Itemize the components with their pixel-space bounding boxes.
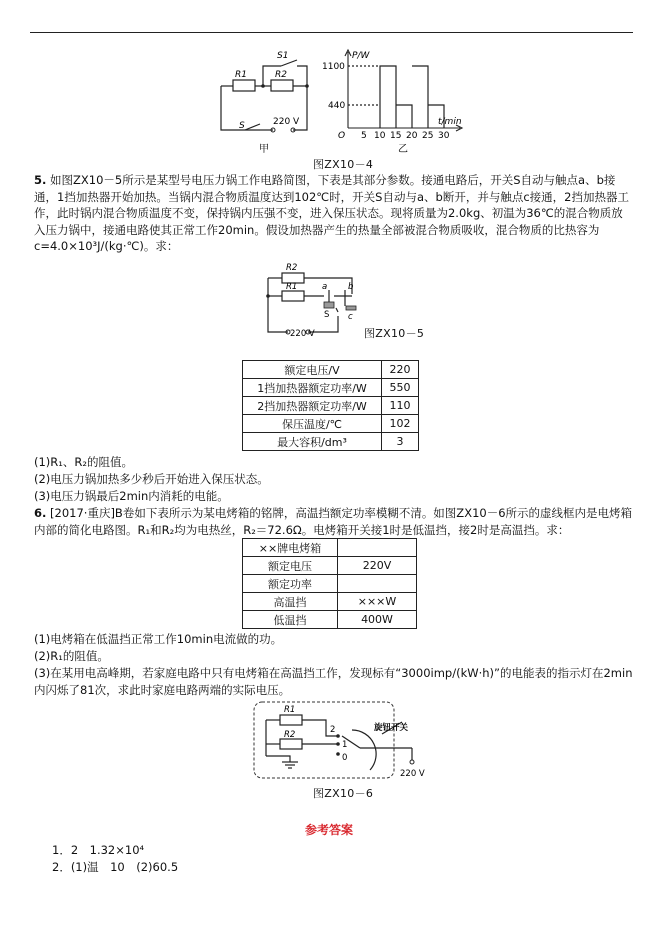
graph-ylabel: P/W bbox=[352, 51, 370, 61]
graph-xtick-20: 20 bbox=[406, 131, 418, 141]
q6-sub-2: (2)R₁的阻值。 bbox=[34, 649, 109, 663]
table-row bbox=[243, 397, 419, 415]
nameplate-value: ×××W bbox=[338, 593, 417, 611]
table-row bbox=[243, 379, 419, 397]
table-row bbox=[243, 575, 417, 593]
answers-title: 参考答案 bbox=[305, 823, 354, 837]
step-1100-b bbox=[380, 66, 396, 128]
q6-sub-1: (1)电烤箱在低温挡正常工作10min电流做的功。 bbox=[34, 632, 283, 646]
label-r1: R1 bbox=[235, 70, 247, 80]
table-row bbox=[243, 433, 419, 451]
fig6-label-voltage: 220 V bbox=[400, 769, 425, 779]
param-value: 3 bbox=[382, 433, 419, 451]
q5-sub-2: (2)电压力锅加热多少秒后开始进入保压状态。 bbox=[34, 472, 269, 486]
fig6-label-switch: 旋钮开关 bbox=[374, 723, 409, 733]
graph-xtick-25: 25 bbox=[422, 131, 434, 141]
table-row bbox=[243, 539, 417, 557]
q5-sub-1: (1)R₁、R₂的阻值。 bbox=[34, 455, 133, 469]
label-s1: S1 bbox=[277, 51, 289, 61]
nameplate-name: 低温挡 bbox=[243, 611, 338, 629]
power-steps bbox=[348, 66, 444, 128]
table-row bbox=[243, 593, 417, 611]
fig5-label-r1: R1 bbox=[286, 282, 298, 292]
step-1100-c bbox=[412, 66, 428, 128]
step-440-b bbox=[396, 105, 412, 128]
table-row bbox=[243, 361, 419, 379]
nameplate-name: 高温挡 bbox=[243, 593, 338, 611]
param-value: 102 bbox=[382, 415, 419, 433]
param-name: 1挡加热器额定功率/W bbox=[243, 379, 382, 397]
fig6-label-1: 1 bbox=[342, 740, 348, 750]
fig5-label-r2: R2 bbox=[286, 263, 298, 273]
question-5-number: 5. bbox=[34, 173, 47, 187]
nameplate-value: 220V bbox=[338, 557, 417, 575]
graph-xtick-10: 10 bbox=[374, 131, 386, 141]
question-6 bbox=[34, 505, 634, 538]
fig6-label-r2: R2 bbox=[284, 730, 296, 740]
fig5-label-voltage: 220 V bbox=[290, 329, 315, 339]
fig6-label-2: 2 bbox=[330, 725, 336, 735]
param-value: 110 bbox=[382, 397, 419, 415]
caption-zx10-6: 图ZX10－6 bbox=[313, 787, 374, 800]
nameplate-value bbox=[338, 575, 417, 593]
fig5-label-a: a bbox=[322, 282, 328, 292]
figure-zx10-4-circuit bbox=[215, 48, 315, 158]
label-voltage: 220 V bbox=[273, 117, 300, 127]
graph-xlabel: t/min bbox=[438, 117, 462, 127]
q6-nameplate-table bbox=[242, 538, 417, 629]
fig5-label-b: b bbox=[348, 282, 354, 292]
nameplate-name: 额定功率 bbox=[243, 575, 338, 593]
param-name: 2挡加热器额定功率/W bbox=[243, 397, 382, 415]
table-row bbox=[243, 557, 417, 575]
nameplate-value bbox=[338, 539, 417, 557]
header-rule bbox=[30, 32, 633, 33]
graph-xtick-30: 30 bbox=[438, 131, 450, 141]
nameplate-value: 400W bbox=[338, 611, 417, 629]
param-name: 额定电压/V bbox=[243, 361, 382, 379]
answer-line-1: 1．2 1.32×10⁴ bbox=[52, 843, 145, 857]
caption-zx10-4: 图ZX10－4 bbox=[313, 158, 374, 171]
fig5-label-s: S bbox=[324, 310, 330, 320]
figure-zx10-6-circuit bbox=[252, 700, 437, 782]
question-5 bbox=[34, 172, 634, 255]
graph-y-440: 440 bbox=[328, 101, 346, 111]
param-value: 550 bbox=[382, 379, 419, 397]
question-6-number: 6. bbox=[34, 506, 47, 520]
graph-xtick-5: 5 bbox=[361, 131, 367, 141]
graph-xtick-15: 15 bbox=[390, 131, 402, 141]
q5-parameter-table bbox=[242, 360, 419, 451]
caption-zx10-5: 图ZX10－5 bbox=[364, 327, 425, 340]
figure-zx10-4-graph bbox=[320, 48, 470, 158]
graph-y-1100: 1100 bbox=[322, 62, 345, 72]
answer-line-2: 2．(1)温 10 (2)60.5 bbox=[52, 860, 179, 874]
graph-origin: O bbox=[338, 131, 346, 141]
question-5-text: 如图ZX10－5所示是某型号电压力锅工作电路简图，下表是其部分参数。接通电路后，开关S自动与触点a、b接通，1挡加热器开始加热。当锅内混合物质温度达到102℃时，开关S自动与a、b断开，并与触点c接通，2挡加热器工作，此时锅内混合物质温度不变，保持锅内压强不变，进入保压状态。现将质量为2.0kg、初温为36℃的混合物质放入压力锅中，接通电路使其正常工作20min。假设加热器产生的热量全部被混合物质吸收，混合物质的比热容为c=4.0×10³J/(kg·℃)。求： bbox=[34, 173, 629, 253]
nameplate-name: ××牌电烤箱 bbox=[243, 539, 338, 557]
table-row bbox=[243, 415, 419, 433]
fig6-label-r1: R1 bbox=[284, 705, 296, 715]
nameplate-name: 额定电压 bbox=[243, 557, 338, 575]
question-6-text: [2017·重庆]B卷如下表所示为某电烤箱的铭牌，高温挡额定功率模糊不清。如图ZX10－6所示的虚线框内是电烤箱内部的简化电路图。R₁和R₂均为电热丝，R₂＝72.6Ω。电烤箱开关接1时是低温挡，接2时是高温挡。求： bbox=[34, 506, 633, 537]
table-row bbox=[243, 611, 417, 629]
param-value: 220 bbox=[382, 361, 419, 379]
param-name: 最大容积/dm³ bbox=[243, 433, 382, 451]
figure-zx10-5-circuit bbox=[262, 260, 372, 340]
fig6-label-0: 0 bbox=[342, 753, 348, 763]
label-r2: R2 bbox=[275, 70, 287, 80]
label-yi: 乙 bbox=[398, 144, 408, 155]
param-name: 保压温度/℃ bbox=[243, 415, 382, 433]
label-jia: 甲 bbox=[259, 144, 269, 155]
q5-sub-3: (3)电压力锅最后2min内消耗的电能。 bbox=[34, 489, 229, 503]
label-s: S bbox=[239, 121, 245, 131]
fig5-label-c: c bbox=[348, 312, 353, 322]
q6-sub-3: (3)在某用电高峰期，若家庭电路中只有电烤箱在高温挡工作，发现标有“3000imp/(kW·h)”的电能表的指示灯在2min内闪烁了81次，求此时家庭电路两端的实际电压。 bbox=[34, 666, 633, 697]
